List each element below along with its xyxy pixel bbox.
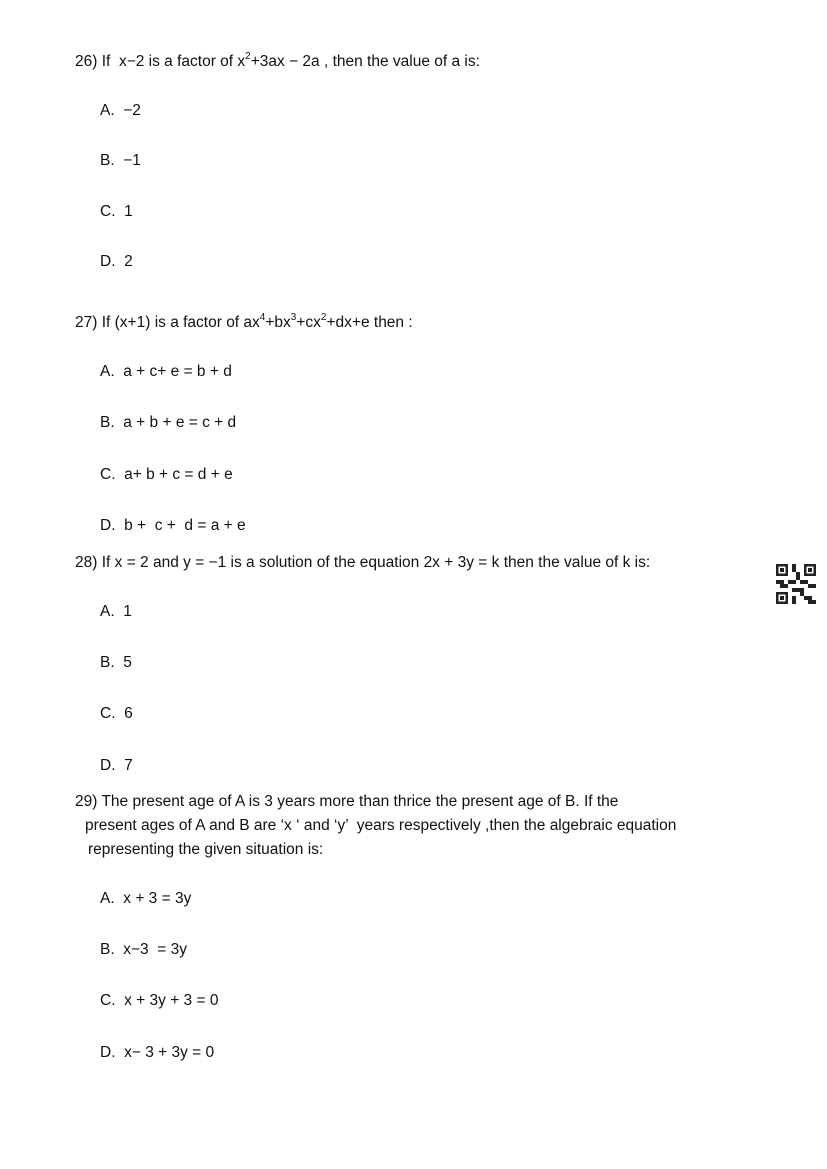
question-number: 26) [75,53,98,70]
option-b: B. −1 [100,152,141,169]
exponent: 2 [245,51,251,62]
option-a: A. a + c+ e = b + d [100,363,232,380]
option-a: A. −2 [100,102,141,119]
text: +dx+e then : [326,314,413,331]
question-number: 27) [75,314,98,331]
question-text [75,313,413,333]
option-c: C. x + 3y + 3 = 0 [100,992,219,1009]
text: +bx [265,314,291,331]
option-b: B. 5 [100,654,132,671]
option-c: C. 1 [100,203,133,220]
option-d: D. x− 3 + 3y = 0 [100,1044,215,1061]
text: If (x+1) is a factor of ax [101,314,260,331]
option-a: A. x + 3 = 3y [100,890,192,907]
question-text-line: representing the given situation is: [88,841,324,858]
option-b: B. a + b + e = c + d [100,414,237,431]
question-number: 29) [75,793,98,810]
option-d: D. 2 [100,253,133,270]
text: +cx [296,314,321,331]
text: The present age of A is 3 years more than thrice the present age of B. If the [101,793,619,810]
question-text [75,553,650,573]
option-b: B. x−3 = 3y [100,941,188,958]
option-a: A. 1 [100,603,132,620]
text: If x = 2 and y = −1 is a solution of the equation 2x + 3y = k then the value of k is: [101,554,651,571]
qr-code-icon [776,564,816,604]
question-text [75,792,618,812]
option-d: D. 7 [100,757,133,774]
question-number: 28) [75,554,98,571]
question-text [75,52,480,72]
option-d: D. b + c + d = a + e [100,517,246,534]
option-c: C. 6 [100,705,133,722]
exponent: 4 [259,312,266,323]
exponent: 3 [290,312,297,323]
text: If x−2 is a factor of x [101,53,246,70]
text: +3ax − 2a , then the value of a is: [250,53,480,70]
question-text-line: present ages of A and B are ‘x ‘ and ‘y’ years respectively ,then the algebraic equation [85,817,677,834]
option-c: C. a+ b + c = d + e [100,466,233,483]
exponent: 2 [320,312,327,323]
